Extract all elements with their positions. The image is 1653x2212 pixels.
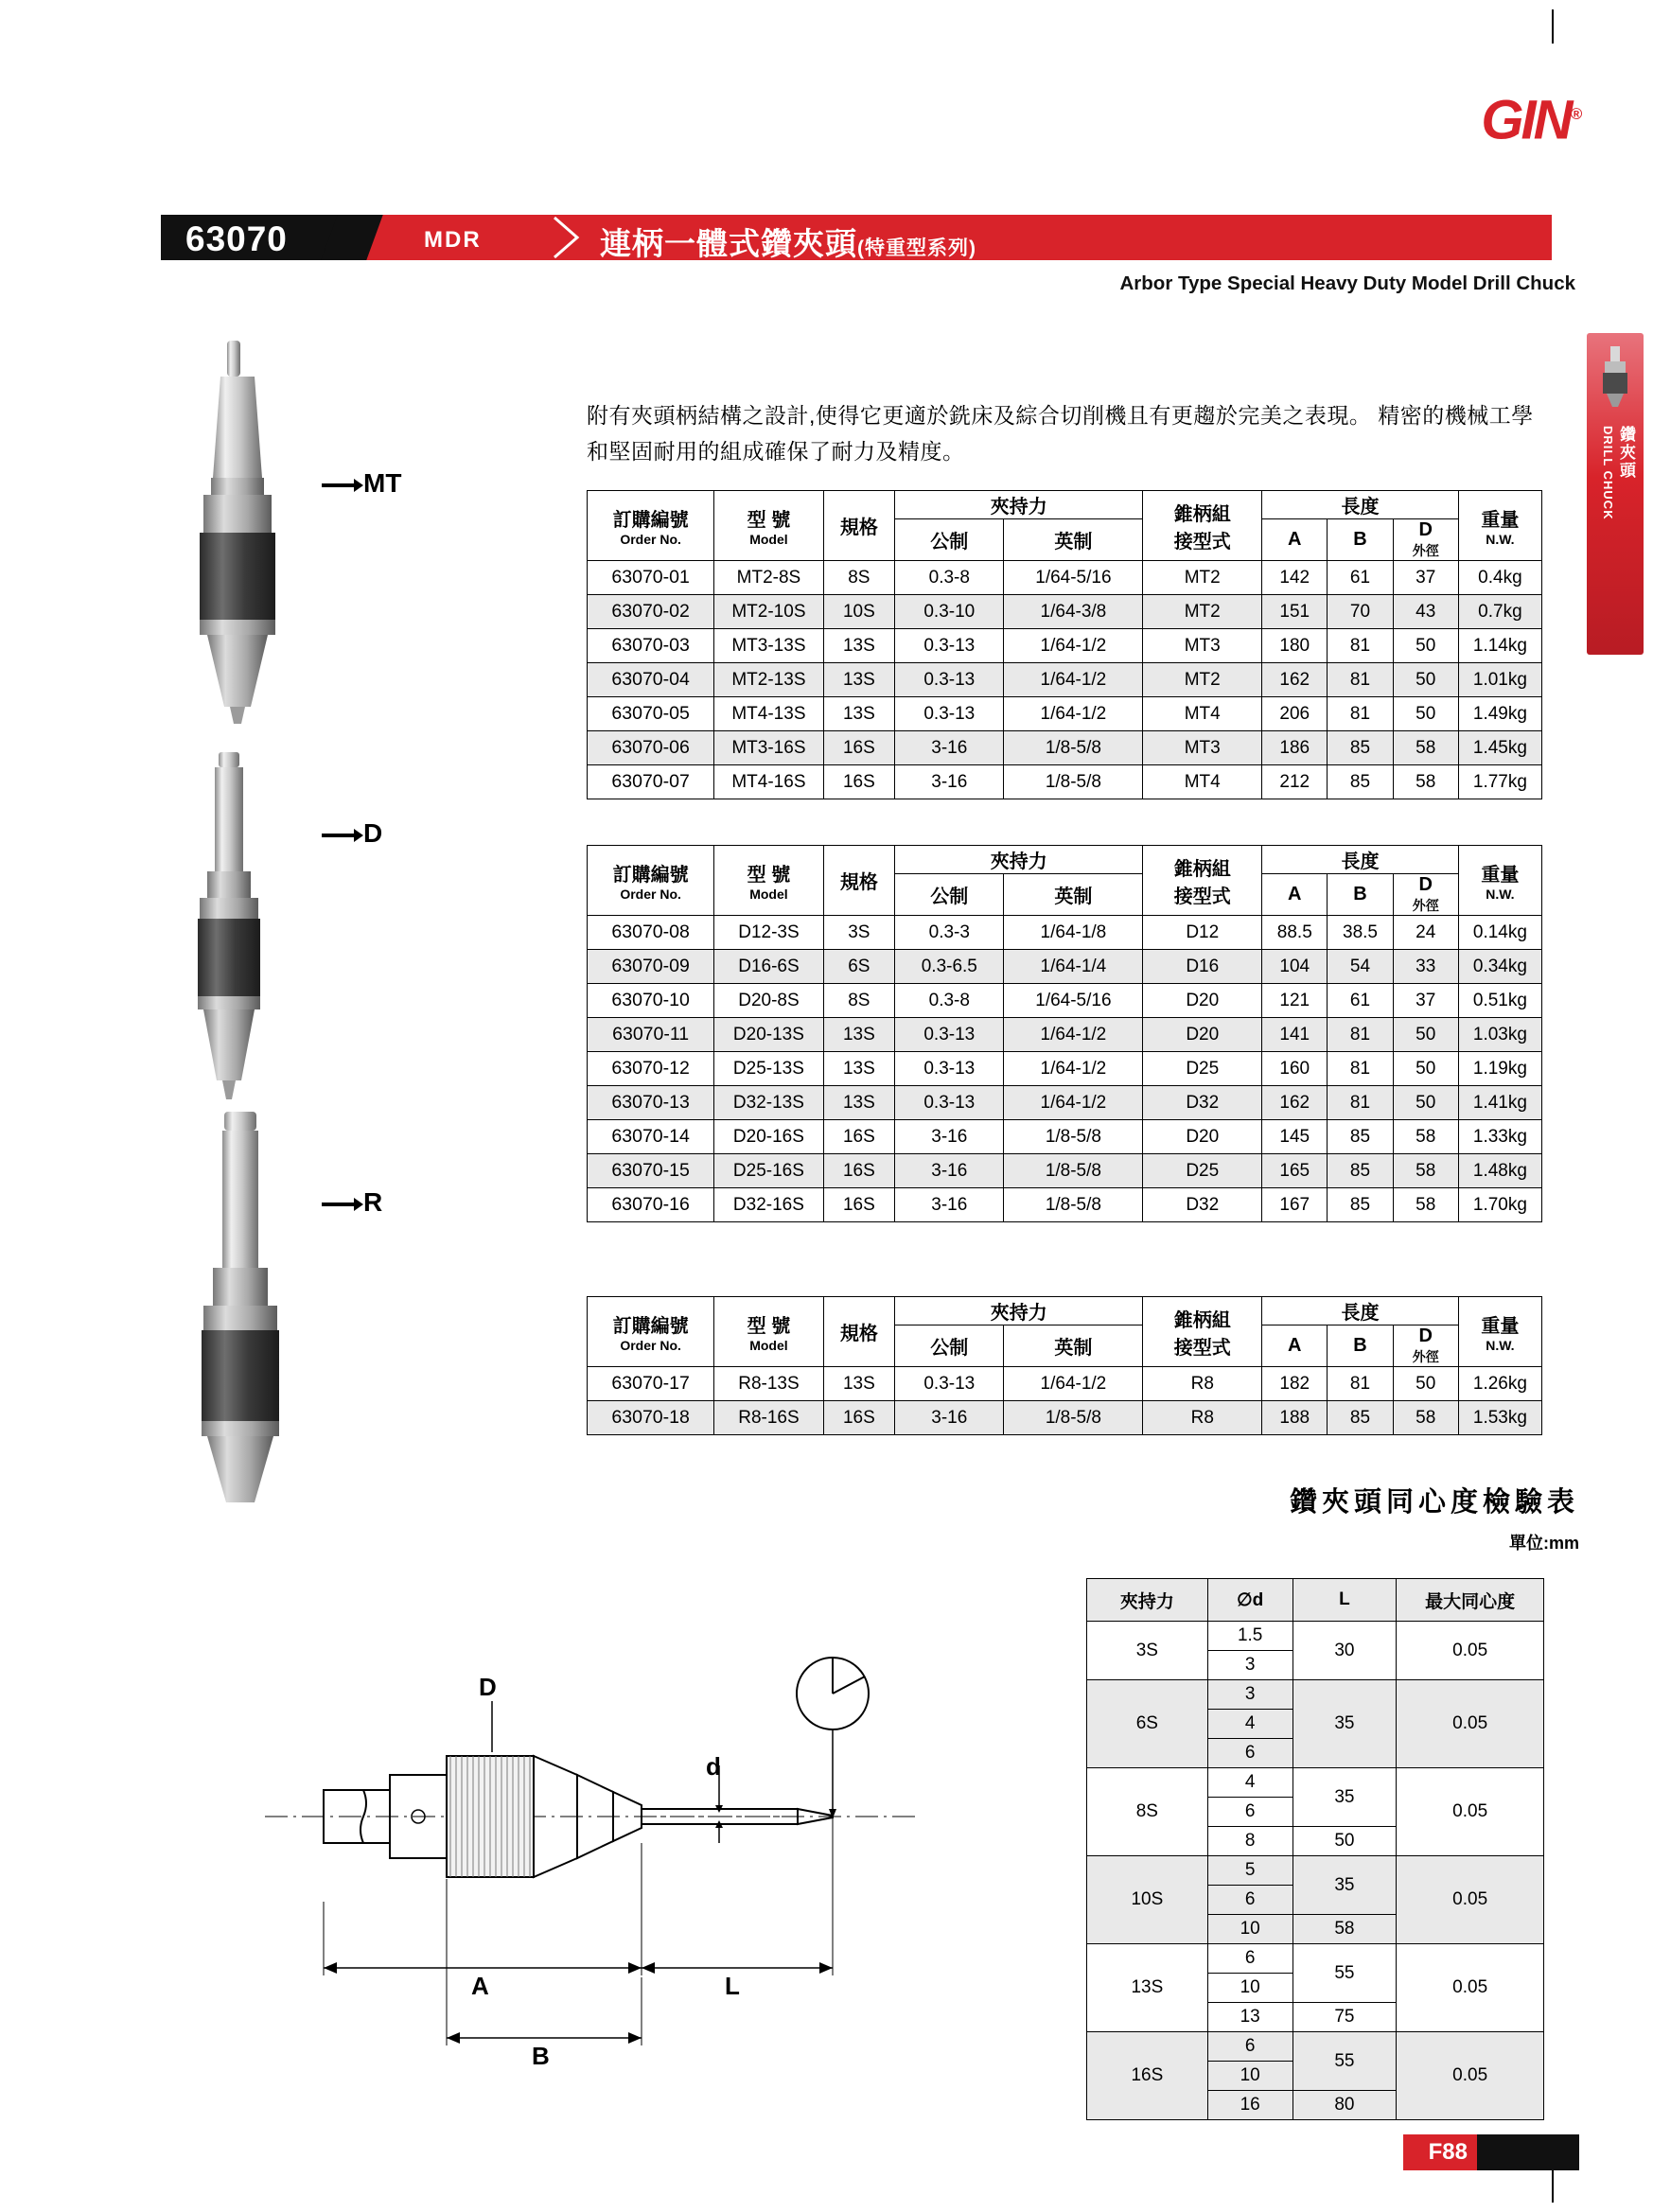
th-model-zh: 型 號 [747, 510, 791, 531]
table-row: 63070-07 MT4-16S 16S 3-16 1/8-5/8 MT4 212 85 58 1.77kg [588, 765, 1542, 799]
th-conc-l: L [1293, 1579, 1397, 1622]
table-row: 63070-04 MT2-13S 13S 0.3-13 1/64-1/2 MT2 162 81 50 1.01kg [588, 663, 1542, 697]
table-row: 63070-05 MT4-13S 13S 0.3-13 1/64-1/2 MT4 206 81 50 1.49kg [588, 697, 1542, 731]
concentricity-title: 鑽夾頭同心度檢驗表 [1289, 1487, 1579, 1518]
product-description: 附有夾頭柄結構之設計,使得它更適於銑床及綜合切削機且有更趨於完美之表現。 精密的機械工學和堅固耐用的組成確保了耐力及精度。 [587, 403, 1534, 464]
technical-drawing [265, 1589, 946, 2086]
table-row: 10 [1087, 2062, 1544, 2091]
crop-mark-bottom [1552, 2168, 1554, 2203]
photo-label-d-text: D [363, 818, 383, 848]
table-row: 3S 1.5 30 0.05 [1087, 1622, 1544, 1651]
table-row: 6 [1087, 1886, 1544, 1915]
table-row: 16 80 [1087, 2091, 1544, 2120]
page-number: F88 [1428, 2139, 1468, 2165]
side-index-tab [1587, 333, 1644, 655]
table-row: 63070-17 R8-13S 13S 0.3-13 1/64-1/2 R8 182 81 50 1.26kg [588, 1367, 1542, 1401]
concentricity-unit: 單位:mm [1508, 1534, 1579, 1553]
spec-table-d: 訂購編號 Order No. 型 號 Model 規格 夾持力 錐柄組 接型式 長度 重量 N.W. 公制 英制 A B D 外徑 63070-08 D12-3S 3S 0.3-3 1/64-1/8 D12 88.5 38.5 24 0.14kg 63070-09 D16-6S 6S 0.3-6.5 1/64-1/4 D16 104 54 33 0.34kg 63070-10 D20-8S 8S 0.3-8 1/64-5/16 D20 121 61 37 0.51kg 63070-11 D20-13S 13S 0.3-13 1/64-1/2 D20 141 81 50 1.03kg 63070-12 D25-13S 13S 0.3-13 1/64-1/2 D25 160 81 50 1.19kg 63070-13 D32-13S 13S 0.3-13 1/64-1/2 D32 162 81 50 1.41kg 63070-14 D20-16S 16S 3-16 1/8-5/8 D20 145 85 58 1.33kg 63070-15 D25-16S 16S 3-16 1/8-5/8 D25 165 85 58 1.48kg 63070-16 D32-16S 16S 3-16 1/8-5/8 D32 167 85 58 1.70kg [587, 845, 1542, 1222]
table-row: 13 75 [1087, 2003, 1544, 2032]
spec-table-r: 訂購編號 Order No. 型 號 Model 規格 夾持力 錐柄組 接型式 長度 重量 N.W. 公制 英制 A B D 外徑 63070-17 R8-13S 13S 0.3-13 1/64-1/2 R8 182 81 50 1.26kg 63070-18 R8-16S 16S 3-16 1/8-5/8 R8 188 85 58 1.53kg [587, 1296, 1542, 1435]
th-taper: 錐柄組 接型式 [1143, 491, 1262, 561]
table-row: 13S 6 55 0.05 [1087, 1944, 1544, 1974]
drawing-label-D: D [479, 1673, 497, 1701]
table-row: 8S 4 35 0.05 [1087, 1768, 1544, 1798]
chevron-separator-icon [549, 216, 592, 259]
th-b: B [1328, 519, 1393, 561]
table-row: 63070-15 D25-16S 16S 3-16 1/8-5/8 D25 165 85 58 1.48kg [588, 1154, 1542, 1188]
table-row: 10 [1087, 1974, 1544, 2003]
table-row: 6 [1087, 1798, 1544, 1827]
photo-label-r [322, 1187, 382, 1218]
table-row: 6 [1087, 1739, 1544, 1768]
table-row: 63070-14 D20-16S 16S 3-16 1/8-5/8 D20 145 85 58 1.33kg [588, 1120, 1542, 1154]
registered-icon: ® [1570, 105, 1579, 123]
th-d: D 外徑 [1393, 519, 1458, 561]
table-row: 63070-06 MT3-16S 16S 3-16 1/8-5/8 MT3 186 85 58 1.45kg [588, 731, 1542, 765]
side-tab-label-en: DRILL CHUCK [1601, 426, 1615, 520]
table-row: 63070-16 D32-16S 16S 3-16 1/8-5/8 D32 167 85 58 1.70kg [588, 1188, 1542, 1222]
th-order-en: Order No. [620, 532, 681, 547]
photo-label-mt-text: MT [363, 468, 402, 498]
th-inch: 英制 [1004, 519, 1143, 561]
th-conc-max: 最大同心度 [1397, 1579, 1544, 1622]
th-conc-d: ∅d [1207, 1579, 1293, 1622]
page-title-zh [600, 219, 976, 264]
table-row: 63070-01 MT2-8S 8S 0.3-8 1/64-5/16 MT2 142 61 37 0.4kg [588, 561, 1542, 595]
concentricity-table [1086, 1578, 1544, 2120]
chuck-thumbnail-icon [1595, 344, 1635, 413]
drawing-label-d: d [706, 1752, 721, 1781]
drawing-label-L: L [725, 1972, 740, 2000]
table-row: 4 [1087, 1710, 1544, 1739]
table-row: 63070-13 D32-13S 13S 0.3-13 1/64-1/2 D32 162 81 50 1.41kg [588, 1086, 1542, 1120]
th-model-en: Model [749, 532, 788, 547]
page-title-zh-main: 連柄一體式鑽夾頭 [600, 226, 857, 261]
product-code: 63070 [185, 219, 288, 258]
table-row: 8 50 [1087, 1827, 1544, 1856]
product-photo-d [175, 747, 421, 1131]
table-row: 6S 3 35 0.05 [1087, 1680, 1544, 1710]
side-tab-label-zh: 鑽夾頭 [1617, 426, 1635, 480]
th-order-en: Order No. [620, 887, 681, 902]
table-row: 16S 6 55 0.05 [1087, 2032, 1544, 2062]
logo-wordmark: GIN [1481, 89, 1571, 151]
table-row: 10 58 [1087, 1915, 1544, 1944]
table-row: 63070-11 D20-13S 13S 0.3-13 1/64-1/2 D20 141 81 50 1.03kg [588, 1018, 1542, 1052]
table-row: 63070-18 R8-16S 16S 3-16 1/8-5/8 R8 188 85 58 1.53kg [588, 1401, 1542, 1435]
table-row: 63070-09 D16-6S 6S 0.3-6.5 1/64-1/4 D16 104 54 33 0.34kg [588, 950, 1542, 984]
page-title-zh-sub: (特重型系列) [857, 237, 976, 259]
brand-logo [1324, 83, 1579, 151]
page-title-en: Arbor Type Special Heavy Duty Model Drill Chuck [1119, 272, 1575, 294]
th-order-zh: 訂購編號 [612, 510, 689, 531]
table-row: 63070-10 D20-8S 8S 0.3-8 1/64-5/16 D20 121 61 37 0.51kg [588, 984, 1542, 1018]
series-label: MDR [424, 227, 482, 253]
crop-mark-top [1552, 9, 1554, 44]
th-conc-capacity: 夾持力 [1087, 1579, 1208, 1622]
product-photo-mt [175, 336, 421, 738]
drawing-label-B: B [532, 2042, 550, 2070]
th-weight: 重量 N.W. [1458, 491, 1541, 561]
table-row: 63070-03 MT3-13S 13S 0.3-13 1/64-1/2 MT3 180 81 50 1.14kg [588, 629, 1542, 663]
th-order-zh: 訂購編號 [612, 865, 689, 886]
th-size: 規格 [823, 491, 895, 561]
table-row: 3 [1087, 1651, 1544, 1680]
th-capacity: 夾持力 [895, 491, 1143, 519]
photo-label-mt [322, 468, 401, 499]
th-a: A [1262, 519, 1328, 561]
table-row: 63070-12 D25-13S 13S 0.3-13 1/64-1/2 D25 160 81 50 1.19kg [588, 1052, 1542, 1086]
table-row: 63070-08 D12-3S 3S 0.3-3 1/64-1/8 D12 88.5 38.5 24 0.14kg [588, 916, 1542, 950]
drawing-label-A: A [471, 1972, 489, 2000]
photo-label-r-text: R [363, 1187, 383, 1217]
table-row: 63070-02 MT2-10S 10S 0.3-10 1/64-3/8 MT2 151 70 43 0.7kg [588, 595, 1542, 629]
th-length: 長度 [1262, 491, 1459, 519]
th-metric: 公制 [895, 519, 1004, 561]
photo-label-d [322, 818, 382, 849]
table-row: 10S 5 35 0.05 [1087, 1856, 1544, 1886]
product-photo-r [175, 1107, 440, 1509]
spec-table-mt [587, 490, 1542, 799]
